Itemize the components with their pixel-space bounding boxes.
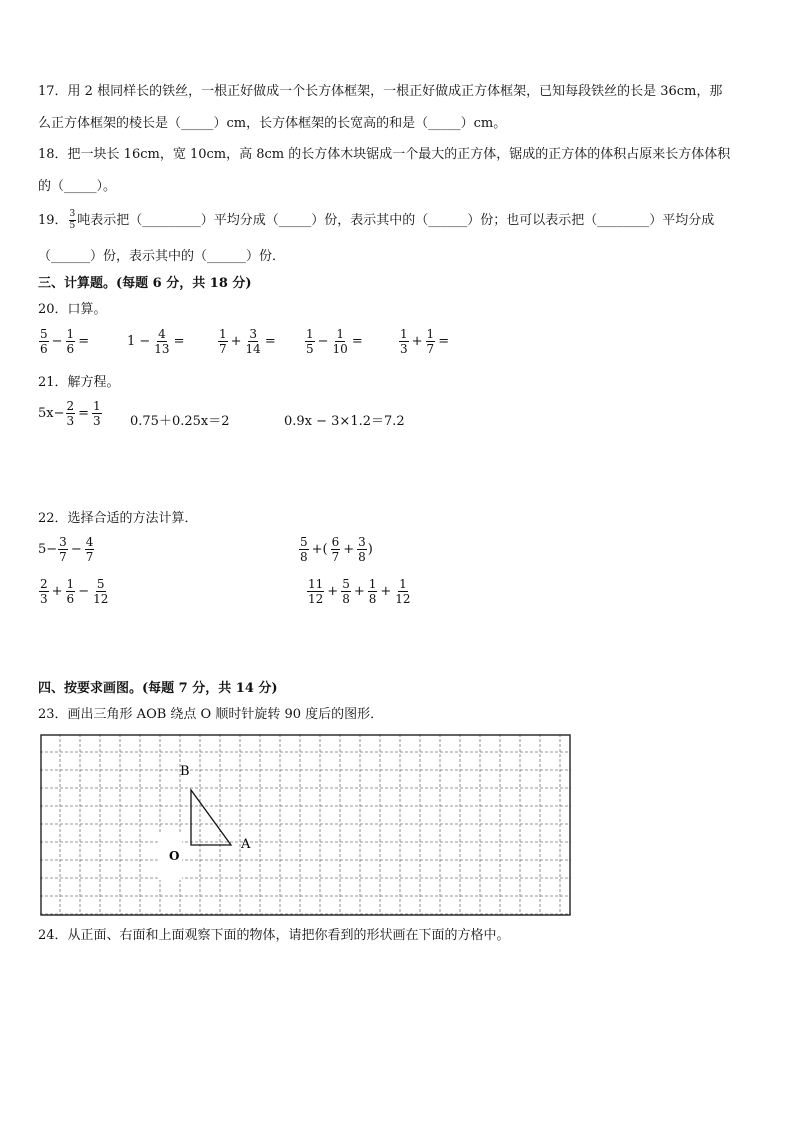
q21-eq3: 0.9x − 3×1.2＝7.2 bbox=[284, 414, 405, 429]
q22-expr4: $\frac{11}{12}$ + $\frac{5}{8}$ + $\frac{1}{8}$ + $\frac{1}{12}$ bbox=[308, 577, 411, 606]
q19-number: 19． bbox=[38, 212, 68, 228]
q22-title: 22．选择合适的方法计算． bbox=[38, 511, 198, 526]
q23-title: 23．画出三角形 AOB 绕点 O 顺时针旋转 90 度后的图形． bbox=[38, 707, 384, 722]
label-b: B bbox=[180, 764, 190, 779]
q19-frac-num: 3 bbox=[69, 209, 76, 219]
q21-title: 21．解方程。 bbox=[38, 375, 120, 390]
q19-line1 bbox=[38, 210, 714, 231]
q23-grid-figure bbox=[40, 734, 571, 916]
q22-expr2: $\frac{5}{8}$ +( $\frac{6}{7}$ + $\frac{3}{8}$ ) bbox=[300, 535, 373, 564]
q19-line1-rest: 吨表示把（_________）平均分成（_____）份，表示其中的（______）份；也可以表示把（________）平均分成 bbox=[77, 212, 715, 228]
label-a: A bbox=[241, 837, 251, 852]
section3-heading: 三、计算题。(每题 6 分，共 18 分) bbox=[38, 276, 252, 291]
q21-eq1: 5x− $\frac{2}{3}$ = $\frac{1}{3}$ bbox=[38, 399, 101, 428]
q22-expr3: $\frac{2}{3}$ + $\frac{1}{6}$ − $\frac{5}{12}$ bbox=[40, 577, 109, 606]
q17-line1: 17．用 2 根同样长的铁丝，一根正好做成一个长方体框架，一根正好做成正方体框架，已知每段铁丝的长是 36cm，那 bbox=[38, 84, 723, 99]
q20-item-1: $\frac{5}{6}$ − $\frac{1}{6}$ = bbox=[40, 327, 90, 356]
q19-line2: （______）份，表示其中的（______）份． bbox=[38, 249, 286, 264]
q19-frac-den: 5 bbox=[69, 221, 76, 231]
q18-line2: 的（_____）。 bbox=[38, 179, 117, 194]
q20-item-4: $\frac{1}{5}$ − $\frac{1}{10}$ = bbox=[306, 327, 363, 356]
q19-fraction bbox=[69, 210, 77, 231]
q20-item-3: $\frac{1}{7}$ + $\frac{3}{14}$ = bbox=[219, 327, 276, 356]
q20-item-2: 1 − $\frac{4}{13}$ = bbox=[127, 327, 185, 356]
section4-heading: 四、按要求画图。(每题 7 分，共 14 分) bbox=[38, 681, 278, 696]
q20-item-5: $\frac{1}{3}$ + $\frac{1}{7}$ = bbox=[400, 327, 450, 356]
q18-line1: 18．把一块长 16cm，宽 10cm，高 8cm 的长方体木块锯成一个最大的正方体，锯成的正方体的体积占原来长方体体积 bbox=[38, 147, 731, 162]
triangle-aob bbox=[191, 790, 231, 845]
q17-line2: 么正方体框架的棱长是（_____）cm，长方体框架的长宽高的和是（_____）cm。 bbox=[38, 116, 507, 131]
q24-title: 24．从正面、右面和上面观察下面的物体，请把你看到的形状画在下面的方格中。 bbox=[38, 928, 510, 943]
q20-title: 20．口算。 bbox=[38, 302, 107, 317]
grid-lines bbox=[40, 734, 571, 916]
q21-eq2: 0.75＋0.25x＝2 bbox=[130, 414, 230, 429]
q22-expr1: 5− $\frac{3}{7}$ − $\frac{4}{7}$ bbox=[38, 535, 94, 564]
label-o: O bbox=[169, 849, 180, 863]
